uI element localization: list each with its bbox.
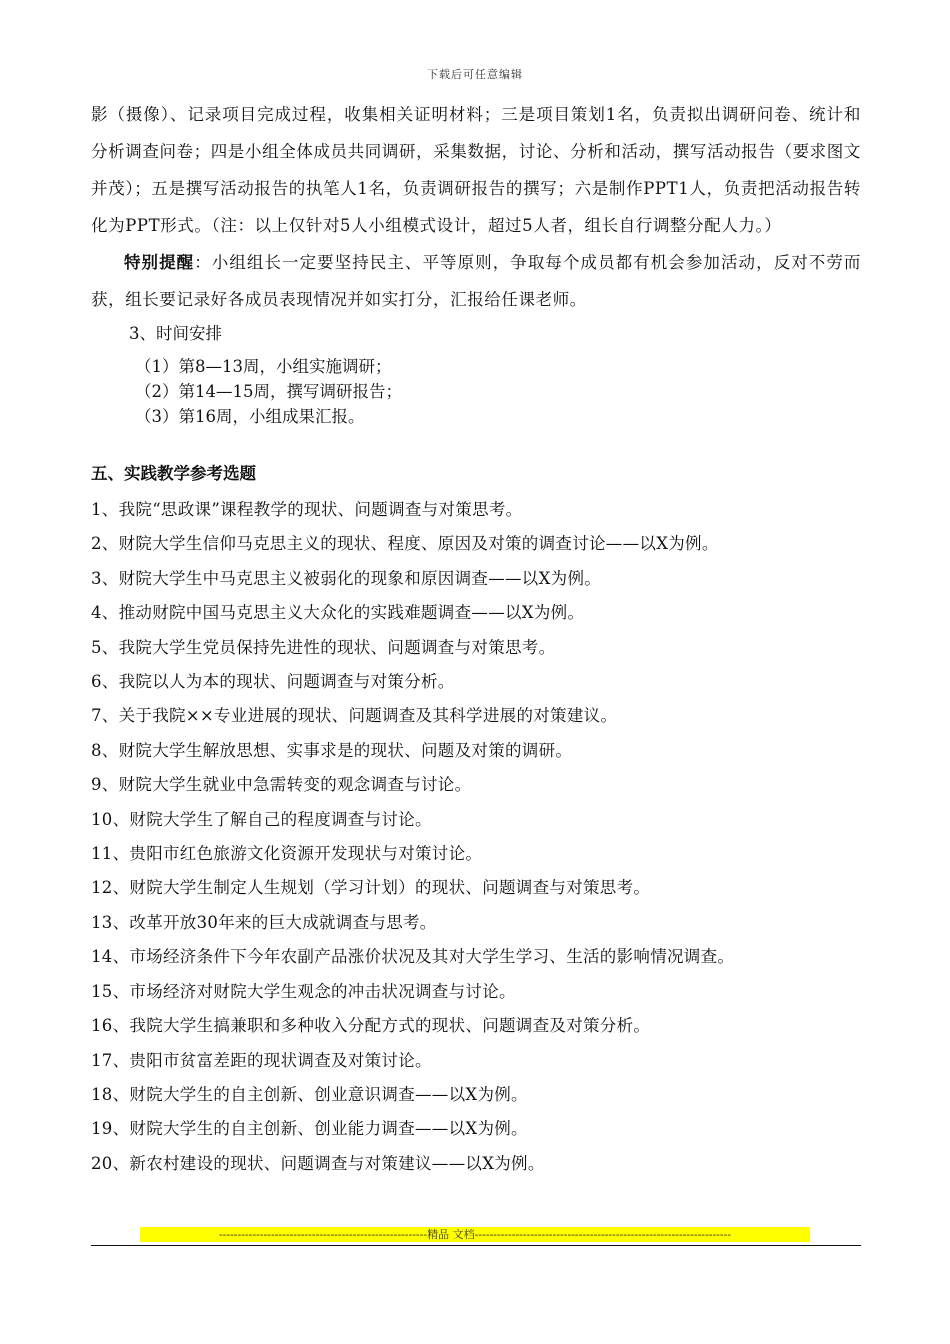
reminder-text: ：小组组长一定要坚持民主、平等原则，争取每个成员都有机会参加活动，反对不劳而获，组长要记录好各成员表现情况并如实打分，汇报给任课老师。 [91, 253, 861, 309]
topic-item: 10、财院大学生了解自己的程度调查与讨论。 [91, 809, 432, 829]
document-body [91, 96, 861, 1181]
topic-item: 16、我院大学生搞兼职和多种收入分配方式的现状、问题调查及对策分析。 [91, 1016, 651, 1036]
footer-rule [91, 1245, 861, 1246]
schedule-item: （3）第16周，小组成果汇报。 [135, 407, 365, 426]
topic-item: 14、市场经济条件下今年农副产品涨价状况及其对大学生学习、生活的影响情况调查。 [91, 947, 735, 967]
topic-item: 18、财院大学生的自主创新、创业意识调查——以X为例。 [91, 1084, 528, 1104]
topic-item: 2、财院大学生信仰马克思主义的现状、程度、原因及对策的调查讨论——以X为例。 [91, 534, 719, 554]
schedule-item: （2）第14—15周，撰写调研报告； [135, 382, 402, 401]
topic-item: 15、市场经济对财院大学生观念的冲击状况调查与讨论。 [91, 981, 516, 1001]
topic-item: 9、财院大学生就业中急需转变的观念调查与讨论。 [91, 775, 472, 795]
topic-item: 5、我院大学生党员保持先进性的现状、问题调查与对策思考。 [91, 637, 556, 657]
schedule-item: （1）第8—13周，小组实施调研； [135, 357, 392, 376]
topic-item: 7、关于我院××专业进展的现状、问题调查及其科学进展的对策建议。 [91, 706, 618, 726]
topic-item: 13、改革开放30年来的巨大成就调查与思考。 [91, 912, 437, 932]
page-header: 下载后可任意编辑 [427, 68, 523, 81]
topic-item: 12、财院大学生制定人生规划（学习计划）的现状、问题调查与对策思考。 [91, 878, 651, 898]
topic-item: 11、贵阳市红色旅游文化资源开发现状与对策讨论。 [91, 844, 483, 864]
reminder-label: 特别提醒 [124, 253, 195, 272]
topic-item: 20、新农村建设的现状、问题调查与对策建议——以X为例。 [91, 1153, 545, 1173]
topic-item: 8、财院大学生解放思想、实事求是的现状、问题及对策的调研。 [91, 740, 573, 760]
topic-item: 6、我院以人为本的现状、问题调查与对策分析。 [91, 672, 455, 692]
topic-item: 4、推动财院中国马克思主义大众化的实践难题调查——以X为例。 [91, 603, 585, 623]
section-title: 五、实践教学参考选题 [91, 464, 256, 483]
topic-item: 3、财院大学生中马克思主义被弱化的现象和原因调查——以X为例。 [91, 568, 602, 588]
schedule-list [91, 354, 861, 429]
topic-item: 19、财院大学生的自主创新、创业能力调查——以X为例。 [91, 1119, 528, 1139]
schedule-heading: 3、时间安排 [129, 324, 222, 343]
topic-item: 1、我院“思政课”课程教学的现状、问题调查与对策思考。 [91, 500, 523, 519]
reminder-paragraph [91, 244, 861, 318]
footer-highlight-bar: --------------------------------------------------------精品 文档--------------------------------------------------------------------- [140, 1227, 810, 1242]
intro-paragraph: 影（摄像）、记录项目完成过程，收集相关证明材料；三是项目策划1名，负责拟出调研问卷、统计和分析调查问卷；四是小组全体成员共同调研，采集数据，讨论、分析和活动，撰写活动报告（要求图文并茂）；五是撰写活动报告的执笔人1名，负责调研报告的撰写；六是制作PPT1人，负责把活动报告转化为PPT形式。（注：以上仅针对5人小组模式设计，超过5人者，组长自行调整分配人力。） [91, 105, 861, 235]
topic-list [91, 493, 861, 1181]
topic-item: 17、贵阳市贫富差距的现状调查及对策讨论。 [91, 1050, 432, 1070]
